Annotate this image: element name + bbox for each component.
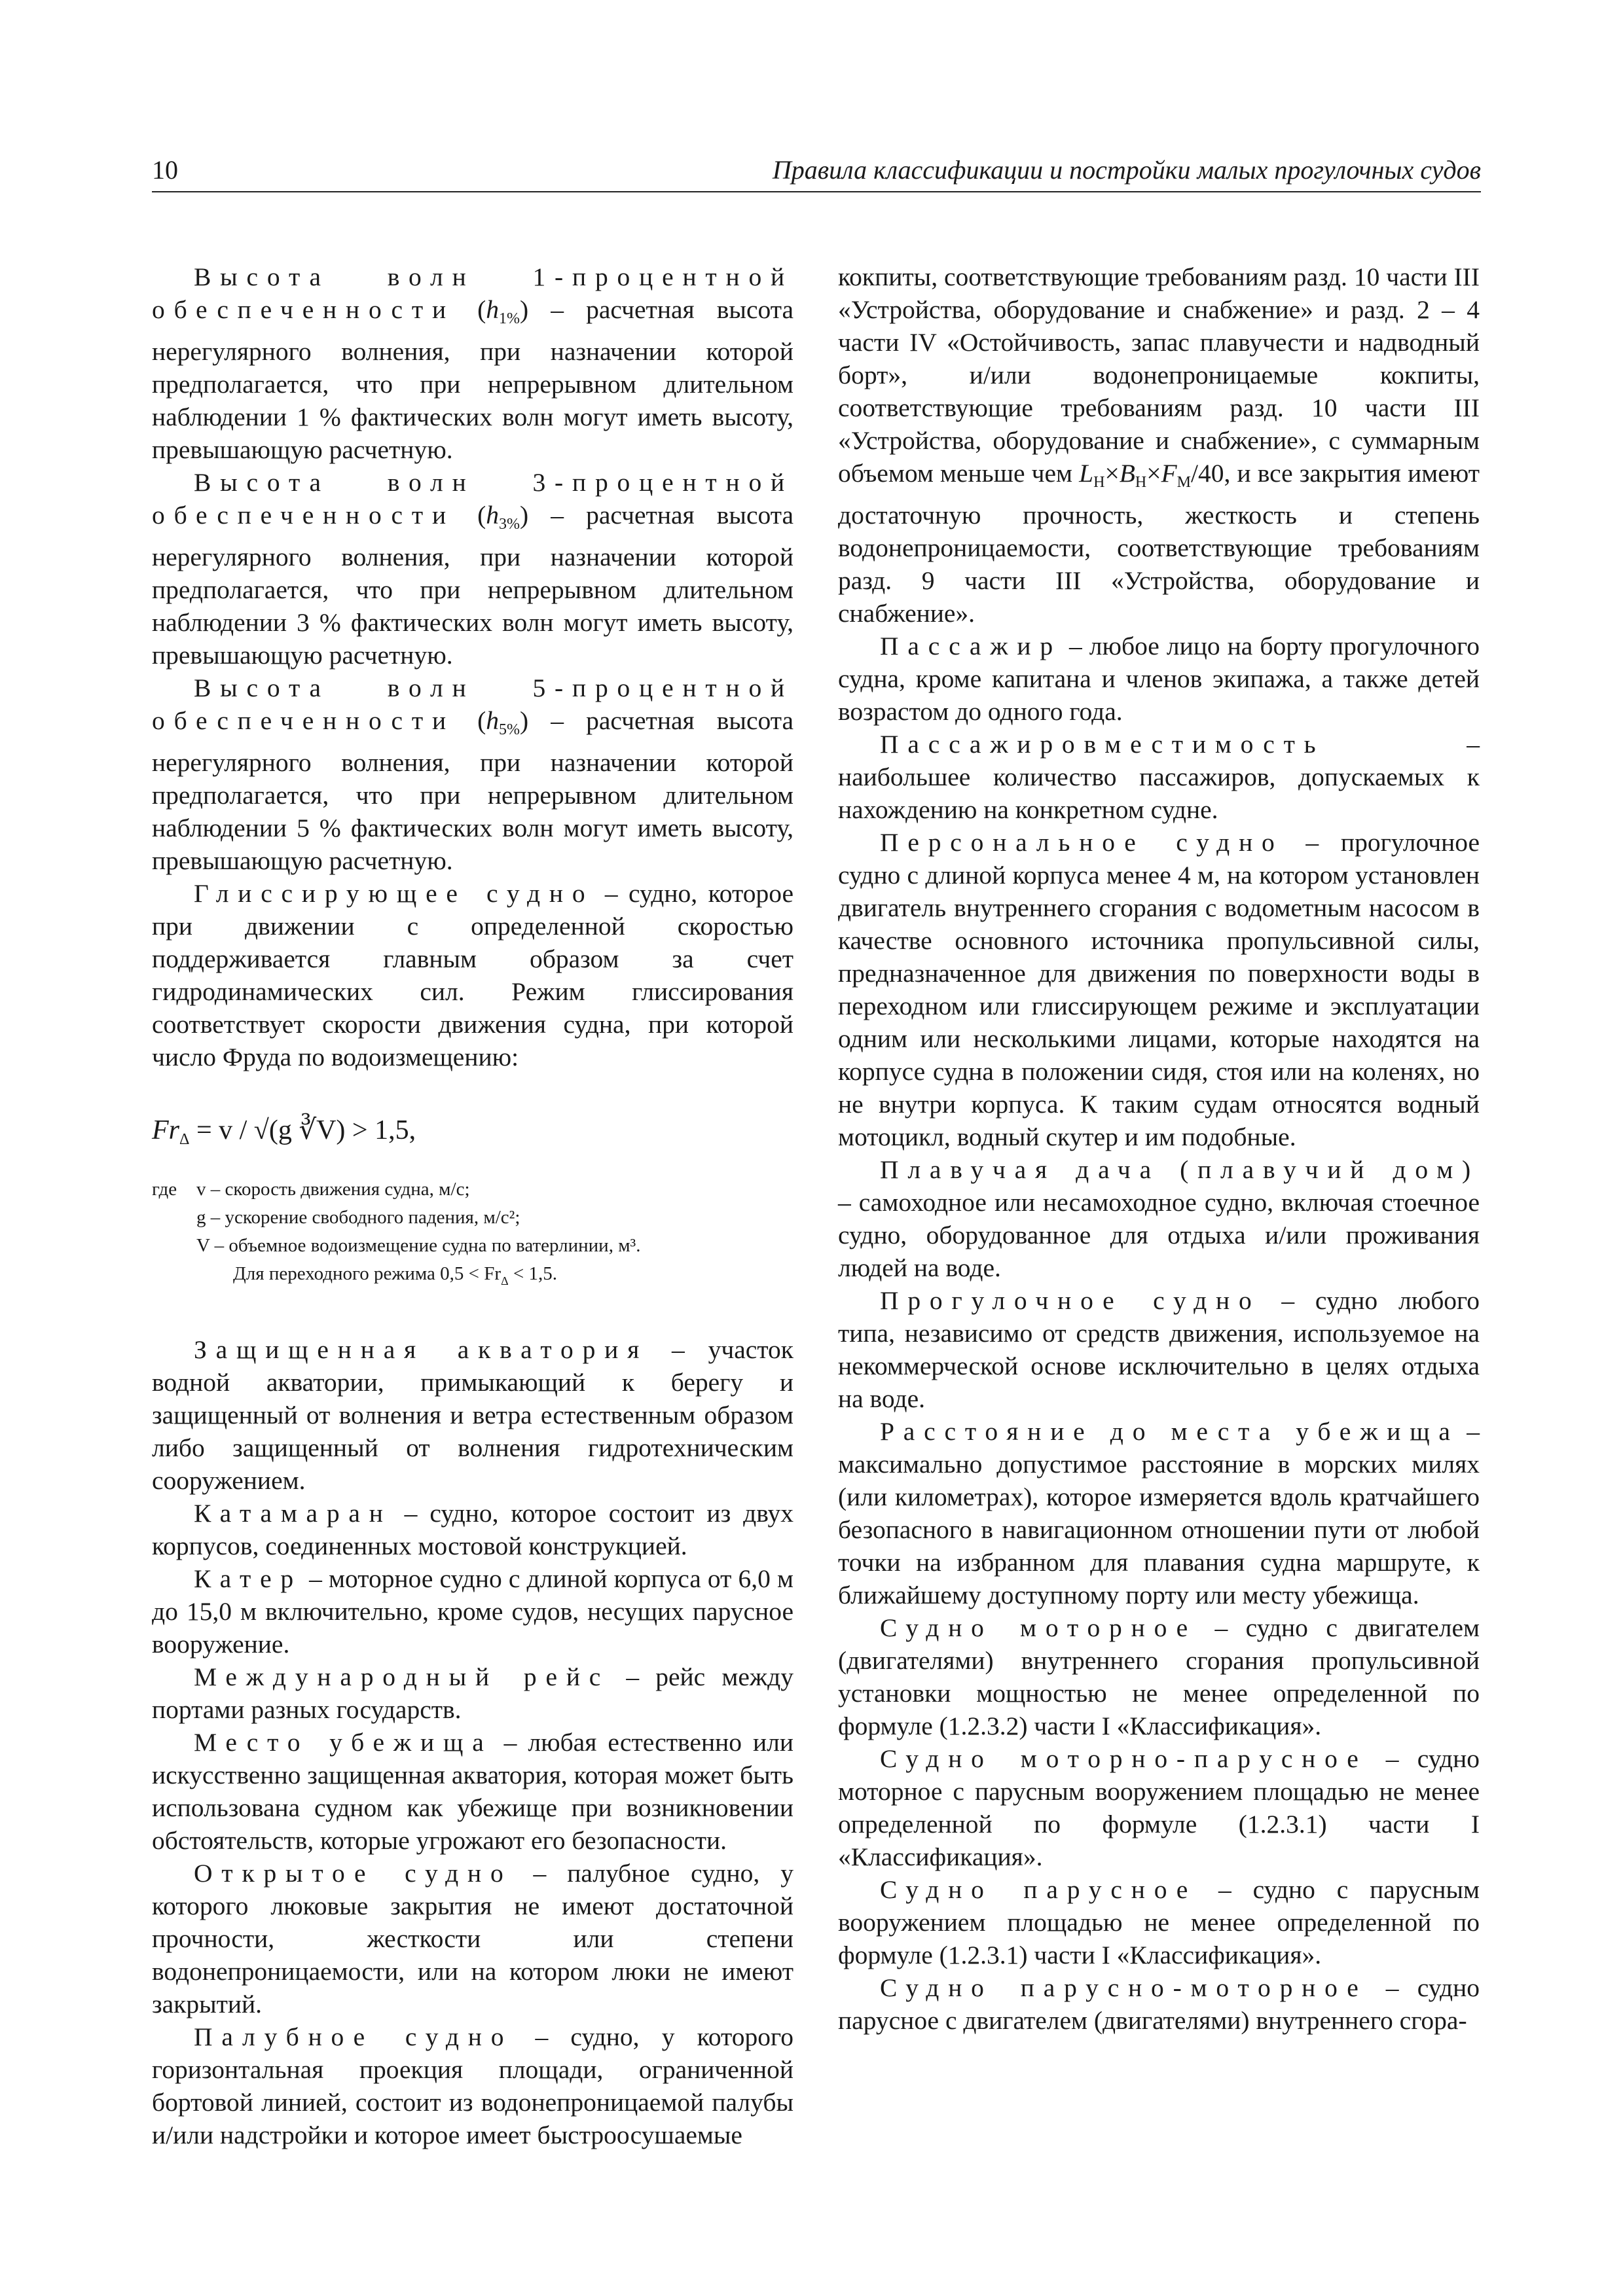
definition-text: – судно с парусным вооружением площадью не менее определенной по формуле (1.2.3.1) части I «Классификация». xyxy=(838,1875,1480,1969)
term: Высота волн 1-процентной обеспеченности xyxy=(152,262,793,324)
symbol: h xyxy=(486,706,499,735)
term: Судно парусное xyxy=(880,1875,1197,1904)
definition-text: – любая естественно или искусственно защищенная акватория, которая может быть использована судном как убежище при возникновении обстоятельств, которые угрожают его безопасности. xyxy=(152,1728,793,1855)
term: Пассажировместимость xyxy=(880,730,1325,759)
definition-text: – наибольшее количество пассажиров, допускаемых к нахождению на конкретном судне. xyxy=(838,730,1480,824)
symbol-subscript: 5% xyxy=(498,721,520,738)
definition-open-vessel xyxy=(152,1857,793,2020)
legend-g: g – ускорение свободного падения, м/с²; xyxy=(196,1207,520,1228)
note-subscript: Δ xyxy=(501,1274,509,1287)
term: Судно парусно-моторное xyxy=(880,1973,1368,2002)
term: Плавучая дача (плавучий дом) xyxy=(880,1155,1480,1184)
definition-motor-vessel xyxy=(838,1611,1480,1742)
definition-decked-vessel xyxy=(152,2020,793,2151)
definition-wave-height-5pct: Высота волн 5-процентной обеспеченности $(h_{5\%})$ – расчетная высота нерегулярного волнения, при назначении которой предполагается, что при непрерывном длительном наблюдении 5 % фактических волн могут иметь высоту, превышающую расчетную. xyxy=(152,673,794,875)
formula-rhs: = v / √(g ∛V) > 1,5, xyxy=(196,1115,416,1145)
term: Расстояние до места убежища xyxy=(880,1417,1459,1446)
term: Катамаран xyxy=(194,1499,392,1528)
definition-text: – судно моторное с парусным вооружением площадью не менее определенной по формуле (1.2.3.1) части I «Классификация». xyxy=(838,1744,1480,1871)
definition-pleasure-craft xyxy=(838,1284,1480,1415)
definition-place-of-refuge xyxy=(152,1726,793,1857)
definition-international-voyage xyxy=(152,1660,793,1726)
running-header xyxy=(152,154,1481,192)
symbol: h xyxy=(486,501,499,529)
term: Открытое судно xyxy=(194,1859,513,1888)
definition-text: – судно, которое при движении с определенной скоростью поддерживается главным образом за счет гидродинамических сил. Режим глиссирования соответствует скорости движения судна, при которой число Фруда по водоизмещению: xyxy=(152,879,793,1071)
term: Пассажир xyxy=(880,632,1062,660)
formula-legend xyxy=(152,1175,793,1295)
formula-lhs-subscript: Δ xyxy=(179,1131,190,1148)
term: Палубное судно xyxy=(194,2022,513,2051)
term: Персональное судно xyxy=(880,828,1284,857)
term: Судно моторное xyxy=(880,1613,1197,1642)
definition-text: – рейс между портами разных государств. xyxy=(152,1662,793,1724)
symbol-length: L xyxy=(1079,459,1094,488)
definition-text: – судно любого типа, независимо от средств движения, используемое на некоммерческой основе исключительно в целях отдыха на воде. xyxy=(838,1286,1480,1413)
definition-wave-height-1pct: Высота волн 1-процентной обеспеченности $(h_{1\%})$ – расчетная высота нерегулярного волнения, при назначении которой предполагается, что при непрерывном длительном наблюдении 1 % фактических волн могут иметь высоту, превышающую расчетную. xyxy=(152,262,794,464)
definition-text: – судно, у которого горизонтальная проекция площади, ограниченной бортовой линией, состоит из водонепроницаемой палубы и/или надстройки и которое имеет быстроосушаемые xyxy=(152,2022,794,2149)
definition-text: – моторное судно с длиной корпуса от 6,0 м до 15,0 м включительно, кроме судов, несущих парусное вооружение. xyxy=(152,1564,793,1659)
definition-text: – расчетная высота нерегулярного волнения, при назначении которой предполагается, что при непрерывном длительном наблюдении 5 % фактических волн могут иметь высоту, превышающую расчетную. xyxy=(152,706,794,875)
note-text: Для переходного режима 0,5 < Fr xyxy=(233,1263,501,1284)
definition-sailing-vessel xyxy=(838,1873,1480,1971)
definition-motorboat xyxy=(152,1562,793,1660)
definition-text: – максимально допустимое расстояние в морских милях (или километрах), которое измеряется вдоль кратчайшего безопасного в навигационном отношении пути от любой точки на избранном для плавания судна маршруте, к ближайшему доступному порту или месту убежища. xyxy=(838,1417,1480,1609)
definition-text: – судно, которое состоит из двух корпусов, соединенных мостовой конструкцией. xyxy=(152,1499,794,1560)
definition-passenger-capacity xyxy=(838,728,1480,826)
term: Защищенная акватория xyxy=(194,1335,649,1364)
left-column xyxy=(152,260,793,2151)
formula-lhs: Fr xyxy=(152,1115,179,1145)
definition-text: – самоходное или несамоходное судно, включая стоечное судно, оборудованное для отдыха и/или проживания людей на воде. xyxy=(838,1188,1480,1282)
legend-v: v – скорость движения судна, м/с; xyxy=(196,1179,470,1200)
definition-wave-height-3pct: Высота волн 3-процентной обеспеченности $(h_{3\%})$ – расчетная высота нерегулярного волнения, при назначении которой предполагается, что при непрерывном длительном наблюдении 3 % фактических волн могут иметь высоту, превышающую расчетную. xyxy=(152,468,794,670)
froude-formula xyxy=(152,1114,793,1156)
symbol-freeboard: F xyxy=(1161,459,1177,488)
symbol-breadth: B xyxy=(1119,459,1135,488)
definition-text: – участок водной акватории, примыкающий к берегу и защищенный от волнения и ветра естественным образом либо защищенный от волнения гидротехническим сооружением. xyxy=(152,1335,793,1495)
definition-distance-to-refuge xyxy=(838,1415,1480,1611)
symbol: h xyxy=(486,295,499,324)
definition-text: – палубное судно, у которого люковые закрытия не имеют достаточной прочности, жесткости или степени водонепроницаемости, или на котором люки не имеют закрытий. xyxy=(152,1859,793,2018)
running-title: Правила классификации и постройки малых прогулочных судов xyxy=(772,155,1481,185)
term: Судно моторно-парусное xyxy=(880,1744,1368,1773)
continued-text-end: /40, и все закрытия имеют достаточную прочность, жесткость и степень водонепроницаемости, соответствующие требованиям разд. 9 части III «Устройства, оборудование и снабжение». xyxy=(838,459,1480,628)
definition-passenger xyxy=(838,630,1480,728)
definition-planing-vessel xyxy=(152,877,793,1073)
right-column xyxy=(838,260,1480,2037)
term: Высота волн 3-процентной обеспеченности xyxy=(152,468,793,529)
symbol-subscript: M xyxy=(1176,474,1191,491)
symbol-subscript: H xyxy=(1135,474,1147,491)
definition-catamaran xyxy=(152,1497,793,1562)
term: Международный рейс xyxy=(194,1662,610,1691)
term: Высота волн 5-процентной обеспеченности xyxy=(152,673,793,735)
symbol-subscript: 3% xyxy=(498,516,520,533)
symbol-subscript: 1% xyxy=(498,310,520,327)
symbol-subscript: H xyxy=(1093,474,1105,491)
legend-transition-note xyxy=(152,1260,793,1295)
definition-text: – расчетная высота нерегулярного волнения, при назначении которой предполагается, что при непрерывном длительном наблюдении 1 % фактических волн могут иметь высоту, превышающую расчетную. xyxy=(152,295,794,464)
definition-text: – любое лицо на борту прогулочного судна, кроме капитана и членов экипажа, а также детей возрастом до одного года. xyxy=(838,632,1480,726)
term: Место убежища xyxy=(194,1728,493,1757)
legend-volume: V – объемное водоизмещение судна по ватерлинии, м³. xyxy=(196,1235,641,1256)
continued-text: кокпиты, соответствующие требованиям разд. 10 части III «Устройства, оборудование и снабжение» и разд. 2 – 4 части IV «Остойчивость, запас плавучести и надводный борт», и/или водонепроницаемые кокпиты, соответствующие требованиям разд. 10 части III «Устройства, оборудование и снабжение», с суммарным объемом меньше чем xyxy=(838,262,1480,488)
page-number: 10 xyxy=(152,155,178,185)
definition-text: – расчетная высота нерегулярного волнения, при назначении которой предполагается, что при непрерывном длительном наблюдении 3 % фактических волн могут иметь высоту, превышающую расчетную. xyxy=(152,501,794,670)
definition-decked-vessel-continued: кокпиты, соответствующие требованиям разд. 10 части III «Устройства, оборудование и снабжение» и разд. 2 – 4 части IV «Остойчивость, запас плавучести и надводный борт», и/или водонепроницаемые кокпиты, соответствующие требованиям разд. 10 части III «Устройства, оборудование и снабжение», с суммарным объемом меньше чем $L_H\times B_H\times F_M/40$, и все закрытия имеют достаточную прочность, жесткость и степень водонепроницаемости, соответствующие требованиям разд. 9 части III «Устройства, оборудование и снабжение». xyxy=(838,262,1480,628)
definition-personal-watercraft xyxy=(838,826,1480,1153)
definition-motor-sailing-vessel xyxy=(838,1742,1480,1873)
note-end: < 1,5. xyxy=(513,1263,558,1284)
definition-text: – судно парусное с двигателем (двигателями) внутреннего сгора- xyxy=(838,1973,1480,2035)
definition-protected-waters xyxy=(152,1333,793,1497)
definition-houseboat xyxy=(838,1153,1480,1284)
definition-text: – прогулочное судно с длиной корпуса менее 4 м, на котором установлен двигатель внутреннего сгорания с водометным насосом в качестве основного источника пропульсивной силы, предназначенное для движения по поверхности воды в переходном или глиссирующем режиме и эксплуатации одним или несколькими лицами, которые находятся на корпусе судна в положении сидя, стоя или на коленях, но не внутри корпуса. К таким судам относятся водный мотоцикл, водный скутер и им подобные. xyxy=(838,828,1480,1151)
definition-sail-motor-vessel xyxy=(838,1971,1480,2037)
term: Катер xyxy=(194,1564,303,1593)
term: Глиссирующее судно xyxy=(194,879,594,908)
term: Прогулочное судно xyxy=(880,1286,1261,1315)
definition-text: – судно с двигателем (двигателями) внутреннего сгорания пропульсивной установки мощностью не менее определенной по формуле (1.2.3.2) части I «Классификация». xyxy=(838,1613,1480,1740)
legend-where: где xyxy=(152,1179,177,1200)
